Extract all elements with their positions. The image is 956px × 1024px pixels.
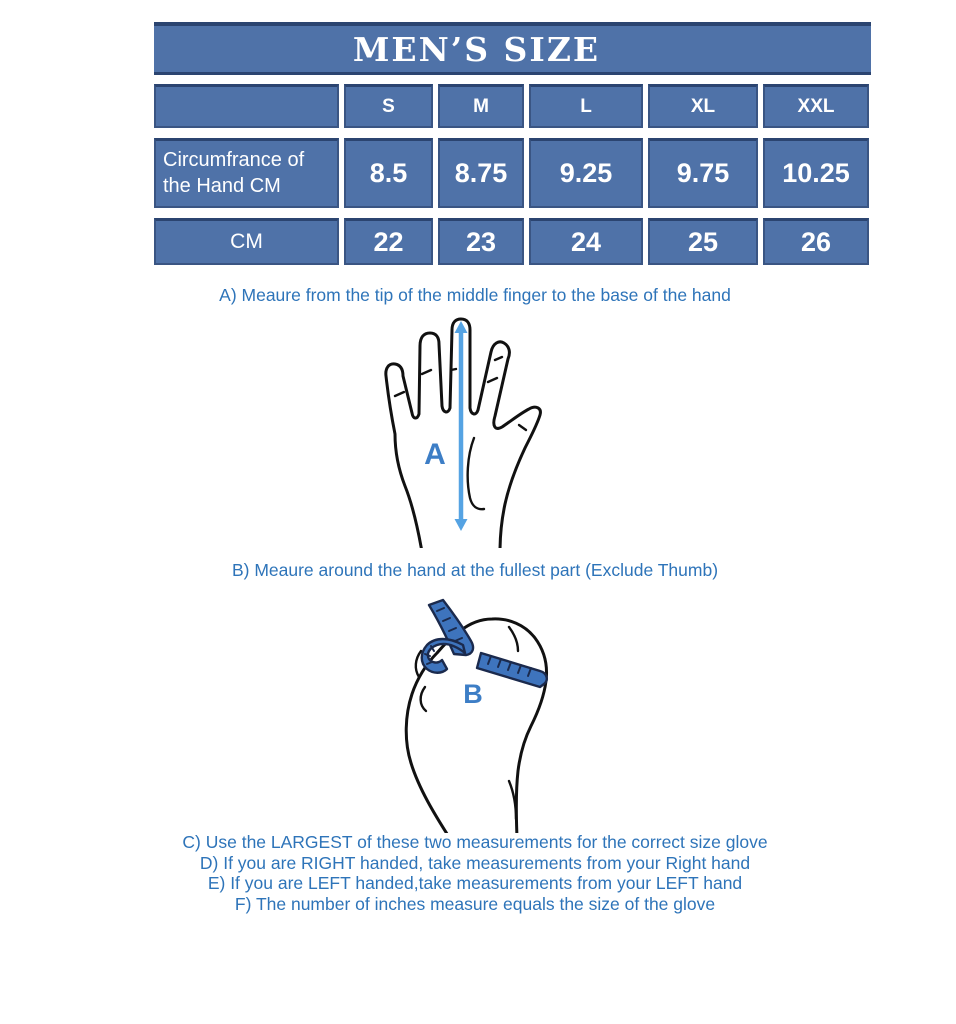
circumference-value-xl: 9.75 — [648, 138, 758, 208]
circumference-value-xxl: 10.25 — [763, 138, 869, 208]
instruction-c: C) Use the LARGEST of these two measurements for the correct size glove — [182, 832, 768, 852]
cm-value-s: 22 — [344, 218, 433, 265]
circumference-value-l: 9.25 — [529, 138, 643, 208]
table-header-m: M — [438, 84, 524, 128]
cm-value-l: 24 — [529, 218, 643, 265]
instruction-e: E) If you are LEFT handed,take measurements from your LEFT hand — [207, 873, 743, 893]
table-cell-empty — [154, 84, 339, 128]
mens-size-table — [154, 22, 871, 265]
measure-a-label: A — [424, 438, 446, 471]
instruction-b: B) Meaure around the hand at the fullest part (Exclude Thumb) — [231, 560, 719, 580]
table-header-xxl: XXL — [763, 84, 869, 128]
circumference-value-m: 8.75 — [438, 138, 524, 208]
circumference-value-s: 8.5 — [344, 138, 433, 208]
open-hand-illustration — [378, 314, 558, 548]
table-header-s: S — [344, 84, 433, 128]
table-header-l: L — [529, 84, 643, 128]
instruction-d: D) If you are RIGHT handed, take measurements from your Right hand — [199, 852, 751, 873]
cm-value-xxl: 26 — [763, 218, 869, 265]
row-label-cm: CM — [154, 218, 339, 265]
table-header-xl: XL — [648, 84, 758, 128]
row-label-circumference: Circumfrance of the Hand CM — [154, 138, 339, 208]
middle-crease — [451, 369, 456, 370]
table-title-bar — [154, 22, 871, 75]
measure-b-label: B — [463, 679, 483, 709]
cm-value-m: 23 — [438, 218, 524, 265]
table-grid — [154, 84, 871, 265]
cm-value-xl: 25 — [648, 218, 758, 265]
fist-illustration — [397, 589, 557, 833]
instruction-f: F) The number of inches measure equals the size of the glove — [234, 893, 716, 914]
table-title: MEN’S SIZE — [352, 29, 601, 69]
instruction-a: A) Meaure from the tip of the middle finger to the base of the hand — [219, 285, 731, 305]
instruction-block-cf — [0, 832, 950, 914]
